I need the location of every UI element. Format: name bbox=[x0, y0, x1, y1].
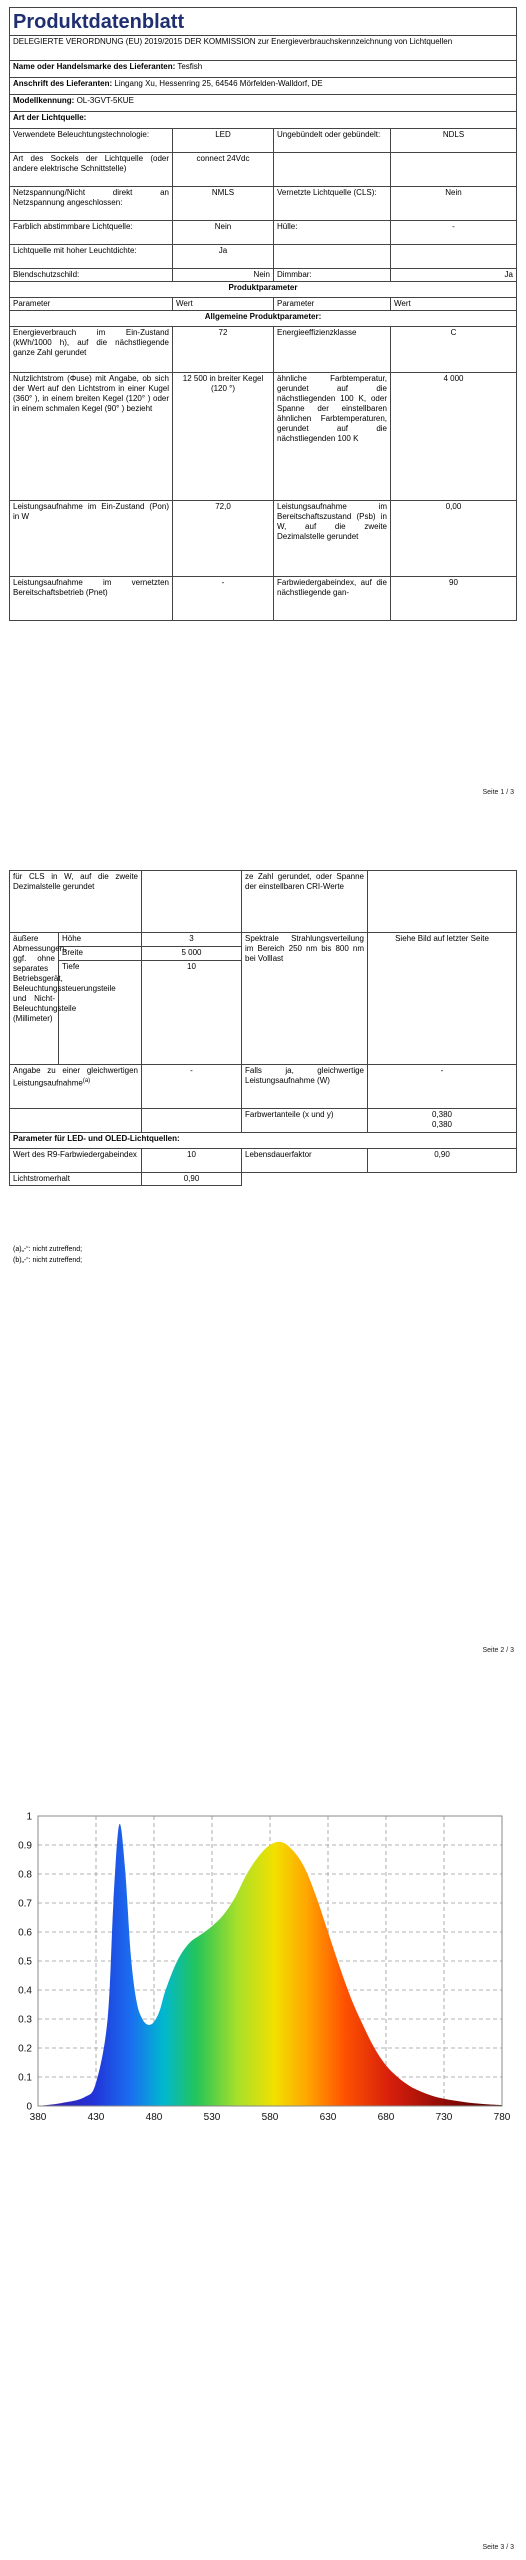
param-value: 4 000 bbox=[391, 373, 517, 501]
if-yes-label: Falls ja, gleichwertige Leistungsaufnahme (W) bbox=[242, 1065, 368, 1109]
chromaticity-values bbox=[368, 1109, 517, 1133]
empty-cell bbox=[10, 1109, 142, 1133]
general-params-header: Allgemeine Produktparameter: bbox=[10, 311, 517, 327]
col-value: Wert bbox=[173, 298, 274, 311]
model-value: OL-3GVT-5KUE bbox=[76, 96, 134, 105]
row-value: NMLS bbox=[173, 187, 274, 221]
footnotes bbox=[13, 1244, 82, 1266]
x-tick-label: 680 bbox=[377, 2112, 395, 2123]
table-row bbox=[10, 871, 517, 933]
supplier-name-row bbox=[10, 61, 517, 78]
dimension-value: 3 bbox=[142, 933, 242, 947]
row-label: Vernetzte Lichtquelle (CLS): bbox=[274, 187, 391, 221]
param-label: Nutzlichtstrom (Φuse) mit Angabe, ob sich der Wert auf den Lichtstrom in einer Kugel (360° ), in einem breiten Kegel (120° ) oder in einem schmalen Kegel (90° ) bezieht bbox=[10, 373, 173, 501]
chromaticity-y: 0,380 bbox=[431, 1120, 453, 1129]
maintenance-label: Lichtstromerhalt bbox=[10, 1173, 142, 1186]
y-tick-label: 0.7 bbox=[18, 1898, 32, 1910]
if-yes-value: - bbox=[368, 1065, 517, 1109]
x-tick-label: 630 bbox=[319, 2112, 337, 2123]
table-row bbox=[10, 1149, 517, 1173]
empty-cell bbox=[368, 1173, 517, 1186]
page-number: Seite 2 / 3 bbox=[482, 1647, 514, 1654]
param-label: Leistungsaufnahme im Bereitschaftszustand (Psb) in W, auf die zweite Dezimalstelle gerundet bbox=[274, 501, 391, 577]
table-row bbox=[10, 1173, 517, 1186]
param-value: - bbox=[173, 577, 274, 621]
row-label: Farblich abstimmbare Lichtquelle: bbox=[10, 221, 173, 245]
brand-label: Name oder Handelsmarke des Lieferanten: bbox=[13, 62, 176, 71]
column-header-row bbox=[10, 298, 517, 311]
empty-cell bbox=[242, 1173, 368, 1186]
param-label: Energieeffizienzklasse bbox=[274, 327, 391, 373]
param-value: 0,00 bbox=[391, 501, 517, 577]
product-params-header: Produktparameter bbox=[10, 282, 517, 298]
document-title: Produktdatenblatt bbox=[10, 8, 517, 36]
row-value: Ja bbox=[391, 269, 517, 282]
spectral-label: Spektrale Strahlungsverteilung im Bereich 250 nm bis 800 nm bei Volllast bbox=[242, 933, 368, 1065]
row-value bbox=[391, 153, 517, 187]
x-tick-label: 580 bbox=[261, 2112, 279, 2123]
model-row bbox=[10, 95, 517, 112]
y-tick-label: 0.9 bbox=[18, 1840, 32, 1852]
row-value bbox=[391, 245, 517, 269]
x-axis-ticks bbox=[30, 2112, 511, 2123]
datasheet-table-page-1 bbox=[9, 7, 517, 621]
equiv-power-value: - bbox=[142, 1065, 242, 1109]
table-row bbox=[10, 501, 517, 577]
dimension-value: 10 bbox=[142, 961, 242, 1065]
spectral-value: Siehe Bild auf letzter Seite bbox=[368, 933, 517, 1065]
y-tick-label: 0.3 bbox=[18, 2014, 32, 2026]
page-number: Seite 1 / 3 bbox=[482, 789, 514, 796]
chromaticity-label: Farbwertanteile (x und y) bbox=[242, 1109, 368, 1133]
param-label: Leistungsaufnahme im Ein-Zustand (Pon) in W bbox=[10, 501, 173, 577]
y-tick-label: 0.2 bbox=[18, 2043, 32, 2055]
dimension-value: 5 000 bbox=[142, 947, 242, 961]
continued-label: ze Zahl gerundet, oder Spanne der einstellbaren CRI-Werte bbox=[242, 871, 368, 933]
address-label: Anschrift des Lieferanten: bbox=[13, 79, 113, 88]
chromaticity-x: 0,380 bbox=[431, 1110, 453, 1119]
equiv-power-text: Angabe zu einer gleichwertigen Leistungsaufnahme bbox=[13, 1066, 138, 1088]
row-value: Nein bbox=[173, 221, 274, 245]
col-value: Wert bbox=[391, 298, 517, 311]
spectrum-area bbox=[38, 1824, 502, 2106]
param-value: 90 bbox=[391, 577, 517, 621]
y-tick-label: 1 bbox=[26, 1811, 32, 1823]
table-row bbox=[10, 153, 517, 187]
row-label bbox=[274, 153, 391, 187]
footnote-b: (b)„-“: nicht zutreffend; bbox=[13, 1257, 83, 1264]
row-value: NDLS bbox=[391, 129, 517, 153]
param-label: ähnliche Farbtemperatur, gerundet auf die nächstliegenden 100 K, oder Spanne der einstellbaren ähnlichen Farbtemperaturen, gerundet auf die nächstliegenden 100 K bbox=[274, 373, 391, 501]
row-label: Ungebündelt oder gebündelt: bbox=[274, 129, 391, 153]
table-row bbox=[10, 221, 517, 245]
footnote-a: (a)„-“: nicht zutreffend; bbox=[13, 1246, 83, 1253]
dimensions-label: äußere Abmessungen, ggf. ohne separates Betriebsgerät, Beleuchtungssteuerungsteile und Nicht-Beleuchtungsteile (Millimeter) bbox=[10, 933, 59, 1065]
table-row bbox=[10, 577, 517, 621]
table-row bbox=[10, 1065, 517, 1109]
y-axis-ticks bbox=[18, 1812, 32, 2113]
spectral-distribution-chart bbox=[10, 1806, 515, 2136]
empty-cell bbox=[368, 871, 517, 933]
page-3 bbox=[0, 1716, 526, 2560]
param-label: Leistungsaufnahme im vernetzten Bereitschaftsbetrieb (Pnet) bbox=[10, 577, 173, 621]
row-value: Nein bbox=[391, 187, 517, 221]
x-tick-label: 380 bbox=[29, 2112, 47, 2123]
row-label: Lichtquelle mit hoher Leuchtdichte: bbox=[10, 245, 173, 269]
table-row bbox=[10, 129, 517, 153]
table-row bbox=[10, 373, 517, 501]
param-value: C bbox=[391, 327, 517, 373]
row-value: LED bbox=[173, 129, 274, 153]
row-value: connect 24Vdc bbox=[173, 153, 274, 187]
row-value: Nein bbox=[173, 269, 274, 282]
table-row bbox=[10, 245, 517, 269]
supplier-address-row bbox=[10, 78, 517, 95]
x-tick-label: 730 bbox=[435, 2112, 453, 2123]
dimension-name: Höhe bbox=[59, 933, 142, 947]
row-label: Blendschutzschild: bbox=[10, 269, 173, 282]
x-tick-label: 530 bbox=[203, 2112, 221, 2123]
light-source-type-header: Art der Lichtquelle: bbox=[10, 112, 517, 129]
y-tick-label: 0.8 bbox=[18, 1869, 32, 1881]
r9-label: Wert des R9-Farbwiedergabeindex bbox=[10, 1149, 142, 1173]
row-label: Netzspannung/Nicht direkt an Netzspannung angeschlossen: bbox=[10, 187, 173, 221]
table-row bbox=[10, 187, 517, 221]
row-label: Art des Sockels der Lichtquelle (oder andere elektrische Schnittstelle) bbox=[10, 153, 173, 187]
param-value: 12 500 in breiter Kegel (120 °) bbox=[173, 373, 274, 501]
continued-label: für CLS in W, auf die zweite Dezimalstelle gerundet bbox=[10, 871, 142, 933]
x-tick-label: 780 bbox=[493, 2112, 511, 2123]
table-row bbox=[10, 1109, 517, 1133]
empty-cell bbox=[142, 1109, 242, 1133]
maintenance-value: 0,90 bbox=[142, 1173, 242, 1186]
row-label: Dimmbar: bbox=[274, 269, 391, 282]
y-tick-label: 0.4 bbox=[18, 1985, 32, 1997]
y-tick-label: 0.5 bbox=[18, 1956, 32, 1968]
lifetime-label: Lebensdauerfaktor bbox=[242, 1149, 368, 1173]
col-param: Parameter bbox=[10, 298, 173, 311]
table-row bbox=[10, 327, 517, 373]
address-value: Lingang Xu, Hessenring 25, 64546 Mörfelden-Walldorf, DE bbox=[114, 79, 323, 88]
r9-value: 10 bbox=[142, 1149, 242, 1173]
table-row bbox=[10, 933, 517, 947]
page-1 bbox=[0, 0, 526, 804]
y-tick-label: 0.6 bbox=[18, 1927, 32, 1939]
footnote-ref: (a) bbox=[82, 1078, 91, 1084]
param-label: Energieverbrauch im Ein-Zustand (kWh/1000 h), auf die nächstliegende ganze Zahl gerundet bbox=[10, 327, 173, 373]
row-label bbox=[274, 245, 391, 269]
row-label: Verwendete Beleuchtungstechnologie: bbox=[10, 129, 173, 153]
dimension-name: Breite bbox=[59, 947, 142, 961]
dimension-name: Tiefe bbox=[59, 961, 142, 1065]
table-row bbox=[10, 269, 517, 282]
page-2 bbox=[0, 858, 526, 1662]
y-tick-label: 0.1 bbox=[18, 2072, 32, 2084]
empty-cell bbox=[142, 871, 242, 933]
regulation-text: DELEGIERTE VERORDNUNG (EU) 2019/2015 DER KOMMISSION zur Energieverbrauchskennzeichnung von Lichtquellen bbox=[10, 36, 517, 61]
param-value: 72,0 bbox=[173, 501, 274, 577]
equiv-power-label bbox=[10, 1065, 142, 1109]
brand-value: Tesfish bbox=[177, 62, 203, 71]
param-label: Farbwiedergabeindex, auf die nächstliegende gan- bbox=[274, 577, 391, 621]
page-number: Seite 3 / 3 bbox=[482, 2544, 514, 2551]
row-label: Hülle: bbox=[274, 221, 391, 245]
x-tick-label: 480 bbox=[145, 2112, 163, 2123]
param-value: 72 bbox=[173, 327, 274, 373]
col-param: Parameter bbox=[274, 298, 391, 311]
row-value: - bbox=[391, 221, 517, 245]
led-params-header: Parameter für LED- und OLED-Lichtquellen: bbox=[10, 1133, 517, 1149]
lifetime-value: 0,90 bbox=[368, 1149, 517, 1173]
model-label: Modellkennung: bbox=[13, 96, 75, 105]
row-value: Ja bbox=[173, 245, 274, 269]
y-tick-label: 0 bbox=[26, 2101, 32, 2113]
datasheet-table-page-2 bbox=[9, 870, 517, 1186]
x-tick-label: 430 bbox=[87, 2112, 105, 2123]
